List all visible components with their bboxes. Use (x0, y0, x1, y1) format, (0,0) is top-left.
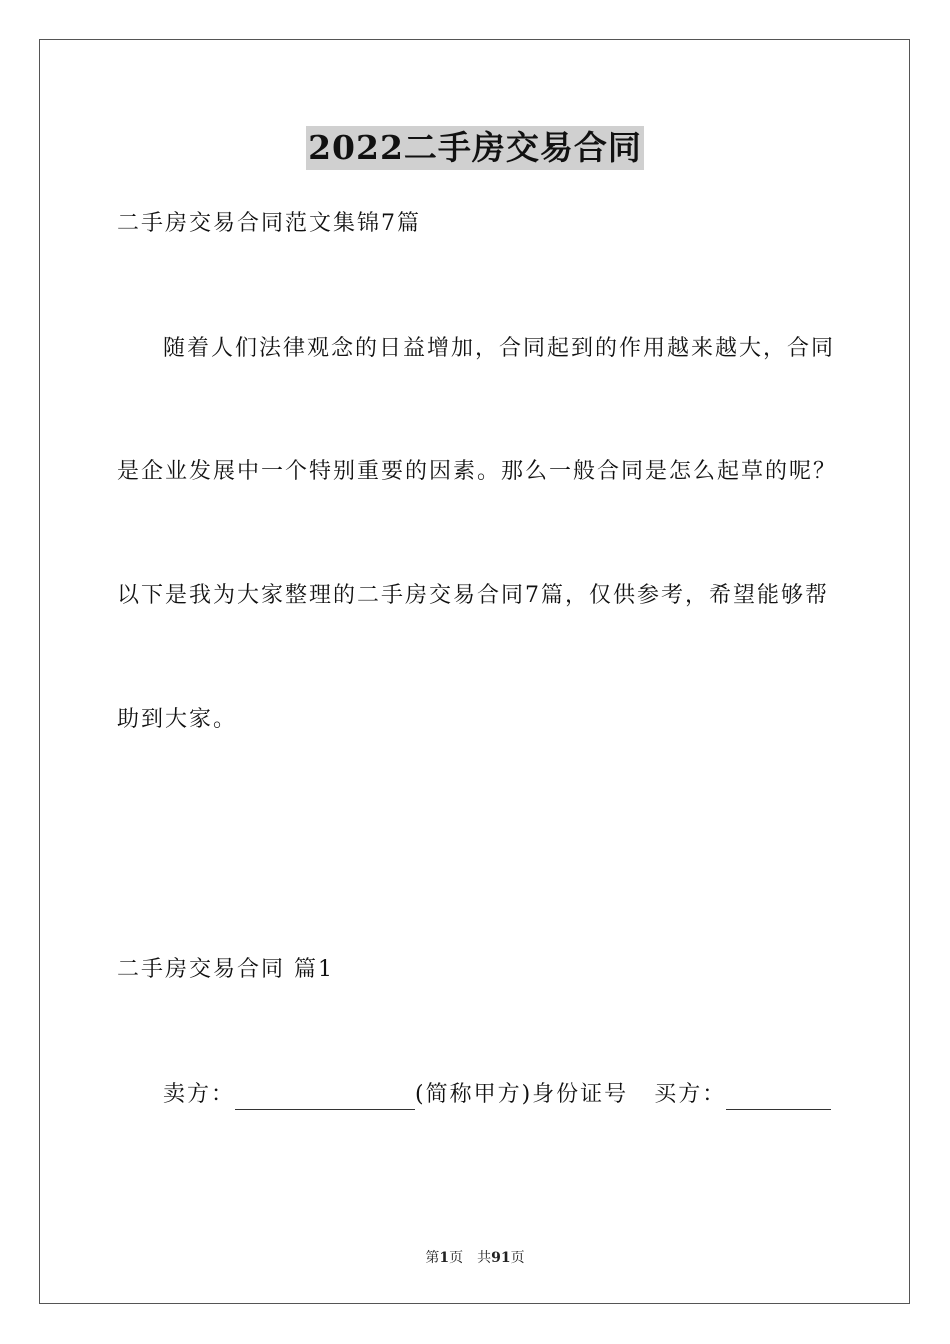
intro-line-3: 以下是我为大家整理的二手房交易合同7篇，仅供参考，希望能够帮 (117, 583, 829, 608)
seller-label: 卖方： (163, 1082, 236, 1107)
seller-note: (简称甲方)身份证号 (415, 1082, 629, 1107)
footer-page-suffix: 页 (510, 1250, 525, 1266)
footer-page-prefix: 第 (425, 1250, 440, 1266)
intro-line-1: 随着人们法律观念的日益增加，合同起到的作用越来越大，合同 (163, 336, 836, 361)
intro-line-2: 是企业发展中一个特别重要的因素。那么一般合同是怎么起草的呢？ (117, 459, 838, 484)
buyer-name-blank[interactable] (726, 1087, 831, 1110)
section-heading: 二手房交易合同 篇1 (117, 957, 334, 982)
footer-total-pages: 91 (491, 1250, 511, 1266)
document-subtitle: 二手房交易合同范文集锦7篇 (117, 211, 421, 236)
intro-line-4: 助到大家。 (117, 707, 238, 732)
page-footer (0, 1247, 950, 1267)
party-line (163, 1080, 831, 1110)
document-title: 2022二手房交易合同 (306, 126, 644, 170)
footer-page-mid: 页 共 (449, 1250, 492, 1266)
title-container (0, 126, 950, 170)
seller-name-blank[interactable] (235, 1087, 415, 1110)
buyer-label: 买方： (654, 1082, 727, 1107)
footer-page-number: 1 (439, 1250, 450, 1266)
